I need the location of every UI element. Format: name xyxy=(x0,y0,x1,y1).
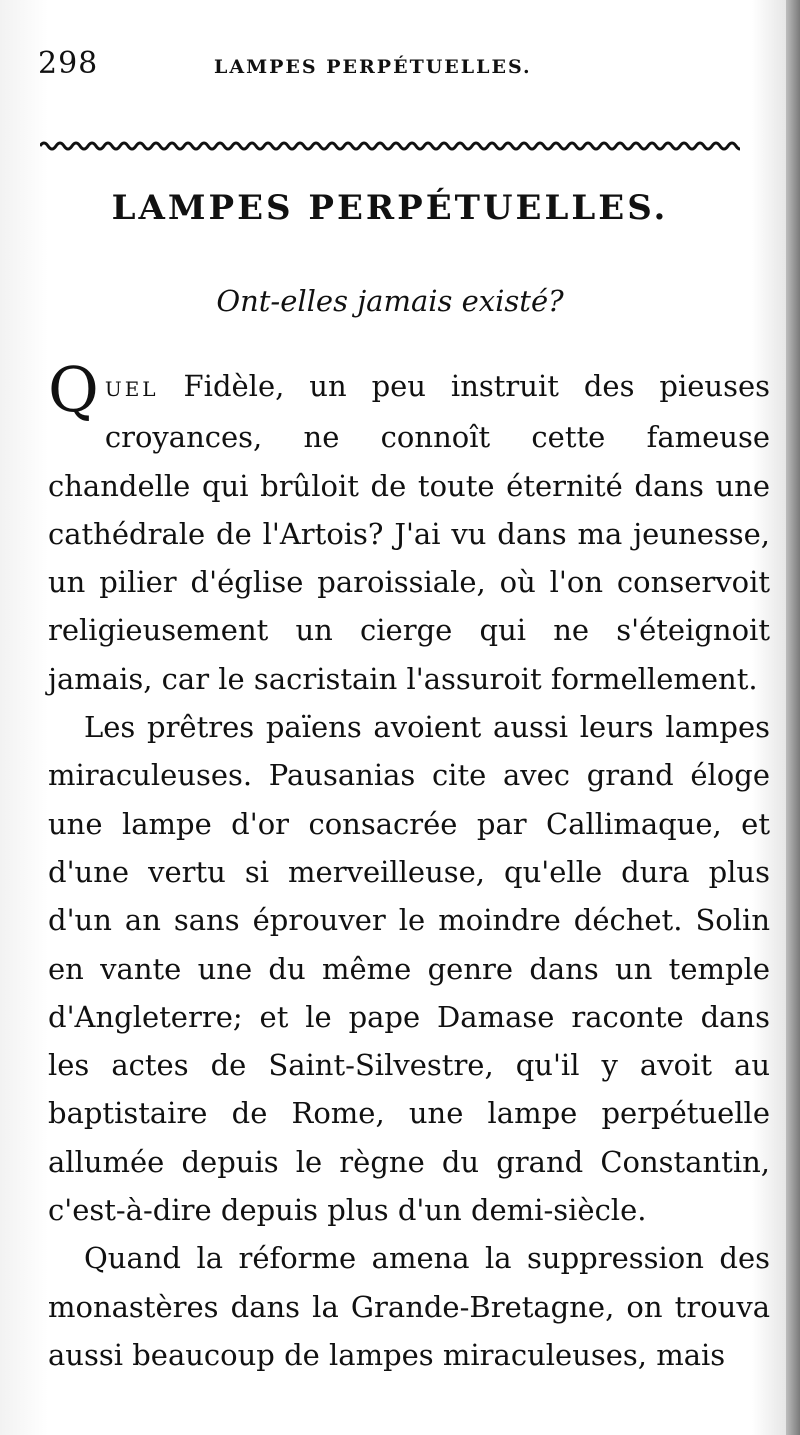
page-number: 298 xyxy=(38,46,99,81)
paragraph-1-text: Fidèle, un peu instruit des pieuses croyances, ne connoît cette fameuse chandelle qui brûloit de toute éternité dans une cathédrale de l'Artois? J'ai vu dans ma jeunesse, un pilier d'église paroissiale, où l'on conservoit religieusement un cierge qui ne s'éteignoit jamais, car le sacristain l'assuroit formellement. xyxy=(48,369,770,696)
running-head xyxy=(38,46,738,86)
paragraph-3: Quand la réforme amena la suppression des monastères dans la Grande-Bretagne, on trouva aussi beaucoup de lampes miraculeuses, mais xyxy=(48,1241,770,1372)
drop-capital: Q xyxy=(48,353,99,426)
chapter-title: LAMPES PERPÉTUELLES. xyxy=(111,188,669,228)
body-text xyxy=(48,353,770,1379)
ornamental-rule xyxy=(40,134,740,158)
running-title: LAMPES PERPÉTUELLES. xyxy=(214,56,532,78)
chapter-subtitle: Ont-elles jamais existé? xyxy=(216,284,564,318)
paragraph-2: Les prêtres païens avoient aussi leurs lampes miraculeuses. Pausanias cite avec grand éloge une lampe d'or consacrée par Callimaque, et d'une vertu si merveilleuse, qu'elle dura plus d'un an sans éprouver le moindre déchet. Solin en vante une du même genre dans un temple d'Angleterre; et le pape Damase raconte dans les actes de Saint-Silvestre, qu'il y avoit au baptistaire de Rome, une lampe perpétuelle allumée depuis le règne du grand Constantin, c'est-à-dire depuis plus d'un demi-siècle. xyxy=(48,710,770,1228)
paragraph-1 xyxy=(48,353,770,703)
small-caps-word: UEL xyxy=(104,377,159,401)
page-edge-shadow xyxy=(786,0,800,1435)
